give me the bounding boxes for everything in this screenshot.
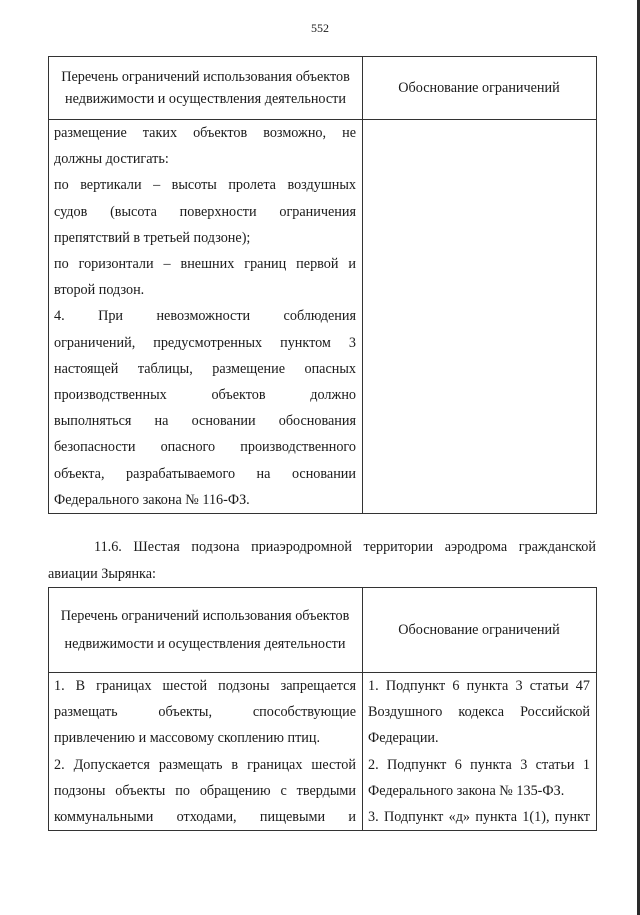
text-line: по горизонтали – внешних границ первой и bbox=[54, 256, 356, 273]
table-header-row bbox=[49, 57, 597, 120]
table-row bbox=[49, 673, 597, 831]
justification-cell bbox=[363, 120, 597, 514]
table-header-restrictions: Перечень ограничений использования объектов недвижимости и осуществления деятельности bbox=[49, 57, 363, 120]
text-line: препятствий в третьей подзоне); bbox=[54, 229, 251, 246]
text-line: привлечению и массовому скоплению птиц. bbox=[54, 730, 321, 747]
text-line: производственных объектов должно bbox=[54, 387, 356, 404]
text-line: Федерального закона № 116-ФЗ. bbox=[54, 491, 250, 508]
text-line: Федерации. bbox=[368, 730, 439, 747]
text-line: второй подзон. bbox=[54, 282, 145, 299]
table-header-row bbox=[49, 588, 597, 673]
text-line: Воздушного кодекса Российской bbox=[368, 704, 590, 721]
text-line: размещать объекты, способствующие bbox=[54, 704, 356, 721]
justification-cell bbox=[363, 673, 597, 831]
text-line: по вертикали – высоты пролета воздушных bbox=[54, 177, 356, 194]
section-heading-line: авиации Зырянка: bbox=[48, 566, 156, 582]
restrictions-table-continued bbox=[48, 56, 597, 514]
text-line: размещение таких объектов возможно, не bbox=[54, 125, 356, 141]
table-header-justification: Обоснование ограничений bbox=[363, 588, 597, 673]
text-line: 4. При невозможности соблюдения bbox=[54, 308, 356, 325]
text-line: должны достигать: bbox=[54, 151, 169, 168]
text-line: Федерального закона № 135-ФЗ. bbox=[368, 782, 565, 799]
text-line: 1. Подпункт 6 пункта 3 статьи 47 bbox=[368, 678, 590, 694]
page-number: 552 bbox=[311, 21, 329, 35]
text-line: настоящей таблицы, размещение опасных bbox=[54, 360, 356, 377]
text-line: объекта, разрабатываемого на основании bbox=[54, 465, 356, 482]
table-header-restrictions: Перечень ограничений использования объектов недвижимости и осуществления деятельности bbox=[49, 588, 363, 673]
text-line: безопасности опасного производственного bbox=[54, 439, 356, 456]
restrictions-cell bbox=[49, 673, 363, 831]
restrictions-cell bbox=[49, 120, 363, 514]
table-row bbox=[49, 120, 597, 514]
section-heading bbox=[48, 534, 596, 588]
text-line: ограничений, предусмотренных пунктом 3 bbox=[54, 334, 356, 351]
text-line: подзоны объекты по обращению с твердыми bbox=[54, 782, 356, 799]
text-line: 3. Подпункт «д» пункта 1(1), пункт bbox=[368, 809, 590, 826]
restrictions-table-sixth-subzone bbox=[48, 587, 597, 831]
text-line: 1. В границах шестой подзоны запрещается bbox=[54, 678, 356, 694]
text-line: 2. Допускается размещать в границах шестой bbox=[54, 756, 356, 773]
text-line: судов (высота поверхности ограничения bbox=[54, 203, 356, 220]
section-heading-line: 11.6. Шестая подзона приаэродромной территории аэродрома гражданской bbox=[94, 539, 596, 555]
text-line: коммунальными отходами, пищевыми и bbox=[54, 809, 356, 826]
text-line: выполняться на основании обоснования bbox=[54, 413, 356, 430]
text-line: 2. Подпункт 6 пункта 3 статьи 1 bbox=[368, 756, 590, 773]
table-header-justification: Обоснование ограничений bbox=[363, 57, 597, 120]
